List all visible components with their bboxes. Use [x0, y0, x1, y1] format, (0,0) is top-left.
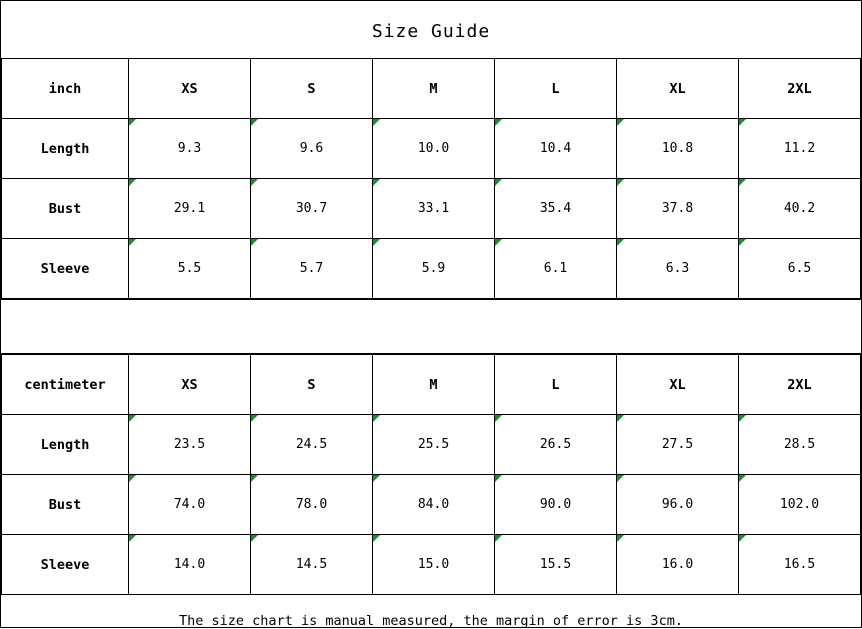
- cell-bust-m: 33.1: [373, 179, 495, 239]
- inch-table-wrapper: [1, 58, 861, 299]
- size-header-m: M: [373, 59, 495, 119]
- cell-sleeve-l: 15.5: [495, 535, 617, 595]
- measurement-disclaimer: The size chart is manual measured, the margin of error is 3cm.: [179, 613, 683, 629]
- row-label-length: Length: [2, 415, 129, 475]
- row-label-length: Length: [2, 119, 129, 179]
- cell-length-xs: 9.3: [129, 119, 251, 179]
- table-header-row: [2, 355, 861, 415]
- table-row: [2, 239, 861, 299]
- table-row: [2, 415, 861, 475]
- row-label-sleeve: Sleeve: [2, 535, 129, 595]
- cell-length-m: 10.0: [373, 119, 495, 179]
- size-header-xl: XL: [617, 59, 739, 119]
- cell-sleeve-xs: 14.0: [129, 535, 251, 595]
- centimeter-size-table: [1, 354, 861, 595]
- size-header-xl: XL: [617, 355, 739, 415]
- size-header-m: M: [373, 355, 495, 415]
- cell-length-2xl: 11.2: [739, 119, 861, 179]
- cell-bust-l: 35.4: [495, 179, 617, 239]
- cell-sleeve-2xl: 16.5: [739, 535, 861, 595]
- cell-bust-m: 84.0: [373, 475, 495, 535]
- cell-sleeve-m: 5.9: [373, 239, 495, 299]
- cell-sleeve-xs: 5.5: [129, 239, 251, 299]
- cell-length-s: 9.6: [251, 119, 373, 179]
- cell-sleeve-l: 6.1: [495, 239, 617, 299]
- cell-length-xs: 23.5: [129, 415, 251, 475]
- cell-bust-s: 78.0: [251, 475, 373, 535]
- size-header-2xl: 2XL: [739, 59, 861, 119]
- cell-length-l: 26.5: [495, 415, 617, 475]
- size-header-2xl: 2XL: [739, 355, 861, 415]
- size-header-s: S: [251, 355, 373, 415]
- row-label-bust: Bust: [2, 179, 129, 239]
- cell-bust-xs: 74.0: [129, 475, 251, 535]
- cell-sleeve-xl: 6.3: [617, 239, 739, 299]
- cell-bust-l: 90.0: [495, 475, 617, 535]
- table-row: [2, 179, 861, 239]
- cell-sleeve-s: 5.7: [251, 239, 373, 299]
- inch-size-table: [1, 58, 861, 299]
- cell-sleeve-2xl: 6.5: [739, 239, 861, 299]
- cell-bust-s: 30.7: [251, 179, 373, 239]
- cell-sleeve-m: 15.0: [373, 535, 495, 595]
- table-row: [2, 535, 861, 595]
- cell-length-s: 24.5: [251, 415, 373, 475]
- size-header-l: L: [495, 59, 617, 119]
- table-row: [2, 475, 861, 535]
- size-header-s: S: [251, 59, 373, 119]
- unit-label-centimeter: centimeter: [2, 355, 129, 415]
- cell-bust-2xl: 102.0: [739, 475, 861, 535]
- cell-sleeve-s: 14.5: [251, 535, 373, 595]
- unit-label-inch: inch: [2, 59, 129, 119]
- row-label-bust: Bust: [2, 475, 129, 535]
- cell-bust-xl: 96.0: [617, 475, 739, 535]
- table-separator: [1, 299, 861, 354]
- cell-length-2xl: 28.5: [739, 415, 861, 475]
- cell-length-m: 25.5: [373, 415, 495, 475]
- cell-length-xl: 27.5: [617, 415, 739, 475]
- size-header-xs: XS: [129, 355, 251, 415]
- cell-length-xl: 10.8: [617, 119, 739, 179]
- cell-bust-2xl: 40.2: [739, 179, 861, 239]
- page-title: Size Guide: [371, 21, 491, 42]
- cell-bust-xs: 29.1: [129, 179, 251, 239]
- table-header-row: [2, 59, 861, 119]
- size-header-l: L: [495, 355, 617, 415]
- cell-sleeve-xl: 16.0: [617, 535, 739, 595]
- table-row: [2, 119, 861, 179]
- size-header-xs: XS: [129, 59, 251, 119]
- cell-bust-xl: 37.8: [617, 179, 739, 239]
- cell-length-l: 10.4: [495, 119, 617, 179]
- centimeter-table-wrapper: [1, 354, 861, 595]
- row-label-sleeve: Sleeve: [2, 239, 129, 299]
